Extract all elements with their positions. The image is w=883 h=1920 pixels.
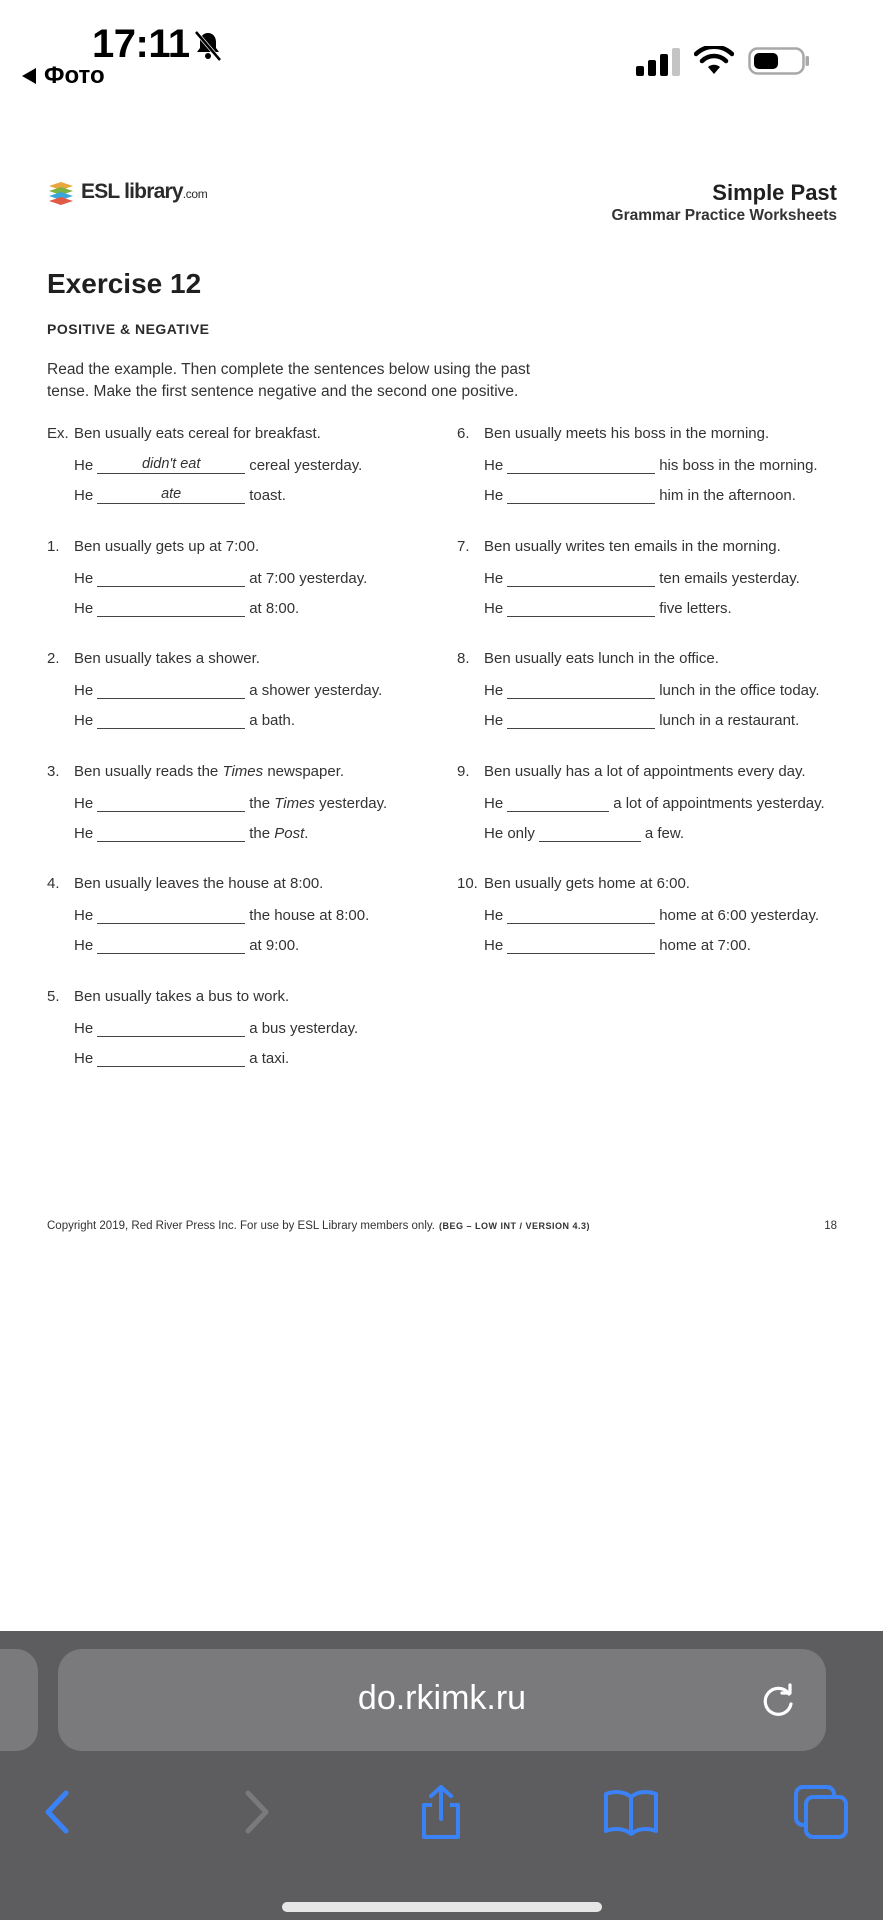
wifi-icon — [694, 46, 734, 76]
answer-blank[interactable] — [97, 794, 245, 812]
previous-tab-stub[interactable] — [0, 1649, 38, 1751]
answer-blank[interactable] — [97, 569, 245, 587]
exercise-subtitle: POSITIVE & NEGATIVE — [47, 321, 210, 337]
answer-blank[interactable] — [97, 936, 245, 954]
back-triangle-icon — [22, 68, 36, 84]
browser-toolbar — [0, 1631, 883, 1920]
answer-blank: didn't eat — [97, 456, 245, 474]
status-time: 17:11 — [92, 22, 190, 66]
page-number: 18 — [824, 1220, 837, 1232]
answer-blank[interactable] — [97, 1049, 245, 1067]
share-icon[interactable] — [412, 1783, 470, 1841]
answer-line: He ate toast. — [74, 486, 286, 504]
forward-icon[interactable] — [226, 1783, 284, 1841]
answer-blank[interactable] — [507, 456, 655, 474]
tabs-icon[interactable] — [792, 1783, 850, 1841]
answer-blank[interactable] — [507, 569, 655, 587]
back-label: Фото — [44, 62, 105, 89]
bookmarks-icon[interactable] — [602, 1783, 660, 1841]
worksheet-subtitle: Grammar Practice Worksheets — [611, 207, 837, 224]
answer-line: He didn't eat cereal yesterday. — [74, 456, 363, 474]
answer-blank: ate — [97, 486, 245, 504]
item-question: Ben usually eats cereal for breakfast. — [74, 425, 321, 442]
back-icon[interactable] — [30, 1783, 88, 1841]
answer-blank[interactable] — [507, 794, 609, 812]
esl-library-logo — [47, 178, 208, 206]
answer-blank[interactable] — [507, 711, 655, 729]
answer-blank[interactable] — [539, 824, 641, 842]
answer-blank[interactable] — [97, 711, 245, 729]
answer-blank[interactable] — [507, 936, 655, 954]
battery-icon — [748, 47, 810, 75]
answer-blank[interactable] — [97, 824, 245, 842]
instructions: Read the example. Then complete the sentences below using the past tense. Make the first sentence negative and the second one positive. — [47, 361, 531, 400]
answer-blank[interactable] — [97, 906, 245, 924]
cellular-signal-icon — [636, 48, 682, 76]
answer-blank[interactable] — [97, 681, 245, 699]
worksheet-title: Simple Past — [712, 180, 837, 205]
answer-blank[interactable] — [97, 1019, 245, 1037]
answer-blank[interactable] — [507, 906, 655, 924]
item-number: Ex. — [47, 425, 69, 442]
answer-blank[interactable] — [97, 599, 245, 617]
exercise-title: Exercise 12 — [47, 268, 202, 299]
address-bar[interactable] — [58, 1649, 826, 1751]
url-text: do.rkimk.ru — [357, 1679, 527, 1717]
answer-blank[interactable] — [507, 486, 655, 504]
bell-slash-icon — [190, 28, 226, 64]
reload-icon[interactable] — [758, 1682, 798, 1722]
logo-text: ESL library.com — [81, 180, 208, 203]
book-stack-icon — [47, 178, 75, 206]
answer-blank[interactable] — [507, 681, 655, 699]
back-to-photos-link[interactable] — [22, 62, 105, 90]
home-indicator[interactable] — [282, 1902, 602, 1912]
answer-blank[interactable] — [507, 599, 655, 617]
copyright-footer: Copyright 2019, Red River Press Inc. For use by ESL Library members only. (BEG – LOW INT / VERSION 4.3) — [47, 1220, 590, 1232]
